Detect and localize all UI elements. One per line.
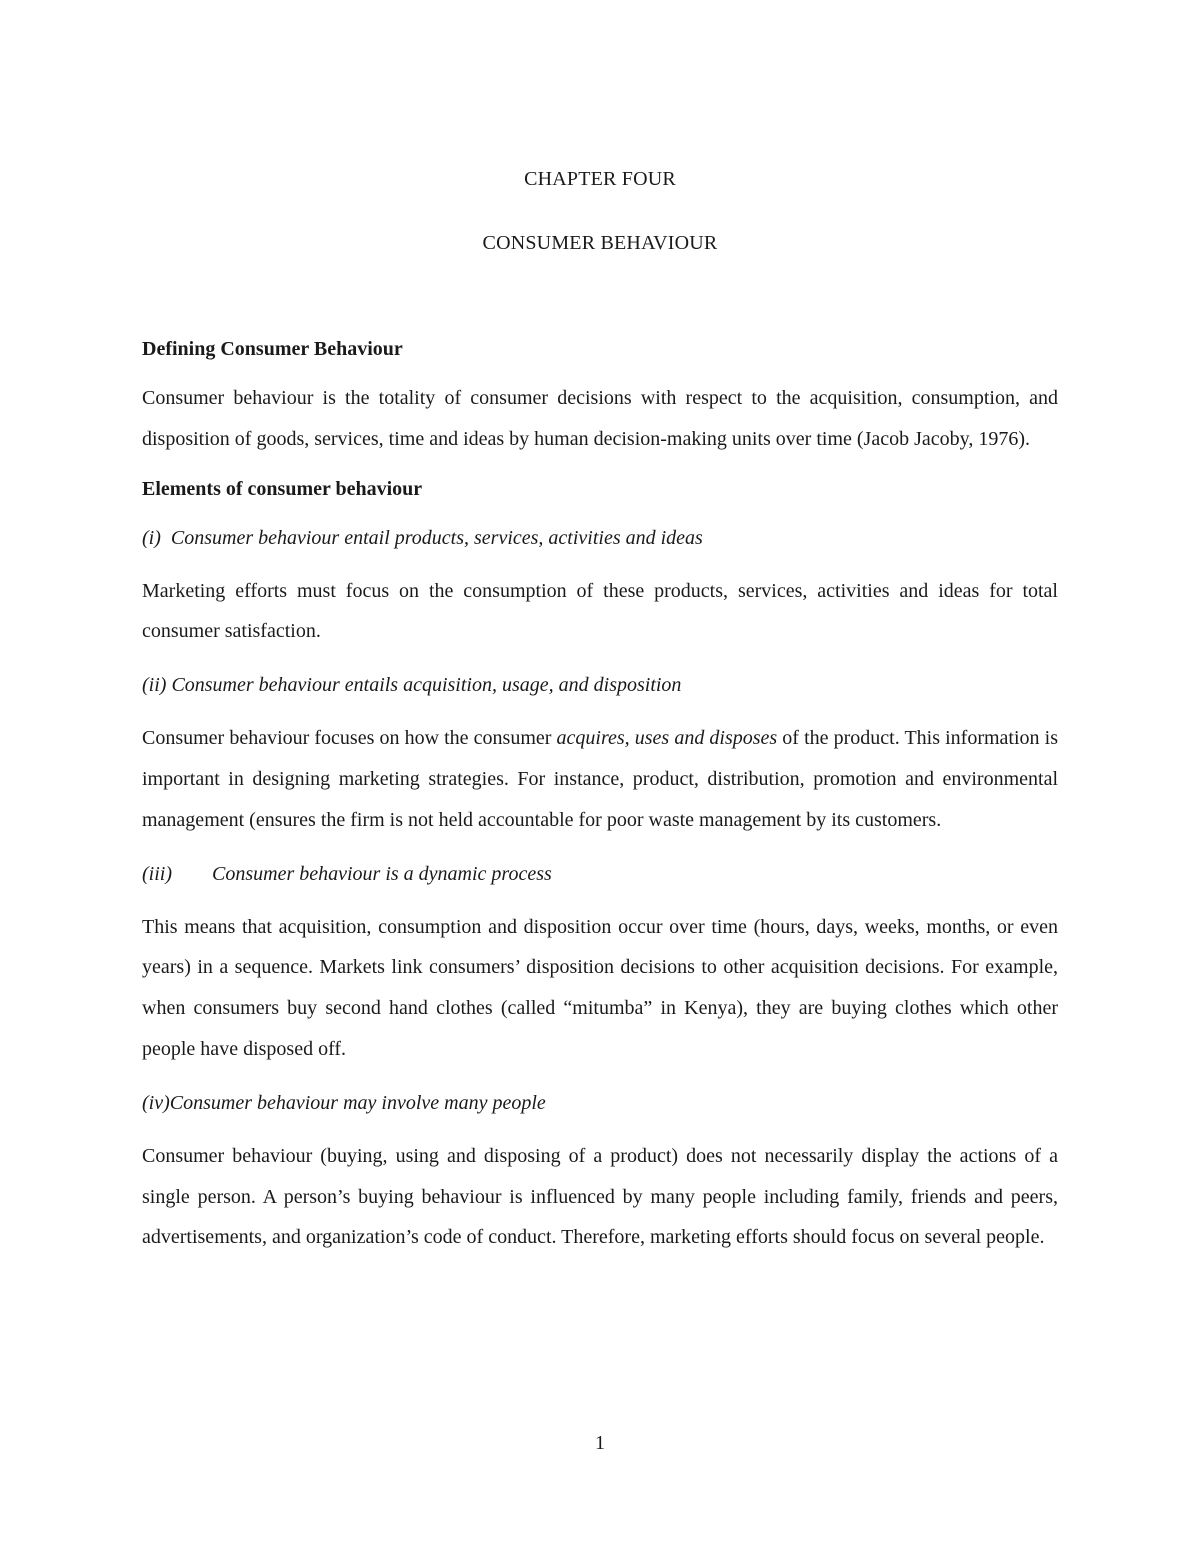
element-paragraph-2-emphasis: acquires, uses and disposes (556, 727, 778, 750)
element-title-3 (142, 854, 1058, 894)
page-number: 1 (595, 1432, 605, 1454)
element-title-text-3: Consumer behaviour is a dynamic process (212, 862, 552, 885)
element-number-1: (i) (142, 526, 161, 549)
element-paragraph-2-start: Consumer behaviour focuses on how the consumer (142, 727, 557, 750)
element-title-2 (142, 665, 1058, 705)
definition-paragraph: Consumer behaviour is the totality of consumer decisions with respect to the acquisition, consumption, and disposition of goods, services, time and ideas by human decision-making units over time (Jacob Jacoby, 1976). (142, 387, 1058, 450)
element-title-4 (142, 1083, 1058, 1123)
element-paragraph-2-end: of the product. This information is important in designing marketing strategies. For instance, product, distribution, promotion and environmental management (ensures the firm is not held accountable for poor waste management by its customers. (142, 727, 1058, 831)
element-title-text-1: Consumer behaviour entail products, services, activities and ideas (170, 526, 703, 549)
element-title-text-4: Consumer behaviour may involve many people (169, 1091, 546, 1114)
element-title-text-2: Consumer behaviour entails acquisition, usage, and disposition (171, 674, 682, 697)
element-number-3: (iii) (142, 862, 172, 885)
element-title-1 (142, 518, 1058, 558)
element-paragraph-1: Marketing efforts must focus on the consumption of these products, services, activities and ideas for total consumer satisfaction. (142, 579, 1058, 643)
section-heading-defining: Defining Consumer Behaviour (142, 338, 403, 360)
element-number-4: (iv) (142, 1091, 170, 1114)
chapter-heading: CHAPTER FOUR (524, 168, 676, 190)
element-paragraph-4: Consumer behaviour (buying, using and disposing of a product) does not necessarily display the actions of a single person. A person’s buying behaviour is influenced by many people including family, friends and peers, advertisements, and organization’s code of conduct. Therefore, marketing efforts should focus on several people. (142, 1144, 1058, 1249)
element-number-2: (ii) (142, 674, 167, 697)
section-heading-elements: Elements of consumer behaviour (142, 477, 423, 500)
chapter-title: CONSUMER BEHAVIOUR (482, 232, 718, 254)
element-paragraph-3: This means that acquisition, consumption and disposition occur over time (hours, days, weeks, months, or even years) in a sequence. Markets link consumers’ disposition decisions to other acquisition decisions. For example, when consumers buy second hand clothes (called “mitumba” in Kenya), they are buying clothes which other people have disposed off. (142, 915, 1058, 1060)
element-paragraph-2 (142, 718, 1058, 840)
document-body (142, 333, 1058, 1271)
